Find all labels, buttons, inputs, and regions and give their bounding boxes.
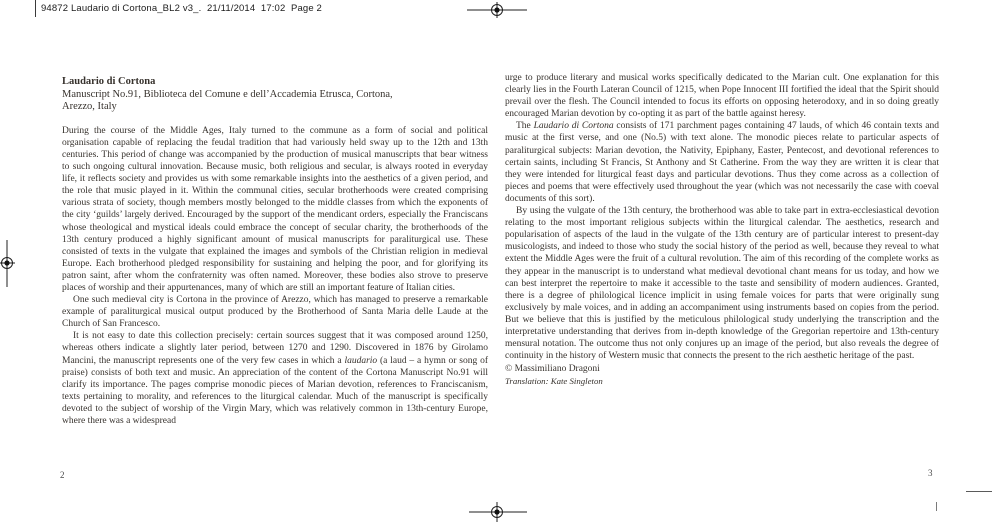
text-run: The bbox=[516, 121, 534, 132]
proof-header: 94872 Laudario di Cortona_BL2 v3_. 21/11/2014 17:02 Page 2 bbox=[41, 3, 322, 14]
trim-mark-icon bbox=[936, 502, 937, 511]
registration-mark-icon bbox=[0, 240, 16, 288]
registration-mark-icon bbox=[469, 502, 527, 524]
paragraph bbox=[505, 205, 939, 362]
text-run: One such medieval city is Cortona in the province of Arezzo, which has managed to preserve a remarkable example of paraliturgical musical output produced by the Brotherhood of Santa Maria delle Laude at the Church of San Francesco. bbox=[62, 295, 488, 330]
right-page-body bbox=[505, 72, 939, 362]
translator-credit: Translation: Kate Singleton bbox=[505, 376, 603, 387]
author-credit: © Massimiliano Dragoni bbox=[505, 364, 600, 375]
paragraph bbox=[62, 330, 488, 427]
italic-text-run: Laudario di Cortona bbox=[533, 121, 614, 132]
page-number-right: 3 bbox=[928, 468, 933, 478]
text-run: (a laud – a hymn or song of praise) consists of both text and music. An appreciation of the content of the Cortona Manuscript No.91 will clarify its importance. The pages comprise monodic pieces of Marian devotion, references to Franciscanism, texts pertaining to morality, and references to the liturgical calendar. Much of the manuscript is specifically devoted to the subject of worship of the Virgin Mary, which was relatively common in 13th-century Europe, where there was a widespread bbox=[62, 355, 488, 427]
paragraph bbox=[505, 120, 939, 205]
trim-mark-icon bbox=[35, 0, 36, 17]
paragraph bbox=[505, 72, 939, 120]
page-title: Laudario di Cortona bbox=[62, 76, 156, 87]
trim-mark-icon bbox=[966, 491, 992, 492]
text-run: It is not easy to date this collection precisely: certain sources suggest that it was composed around 1250, whereas others indicate a slightly later period, between 1270 and 1290. Discovered in 1876 by Girolamo Mancini, the manuscript represents one of the very few cases in which a bbox=[62, 331, 488, 366]
registration-mark-icon bbox=[467, 0, 527, 20]
booklet-page-right bbox=[505, 72, 939, 387]
manuscript-subtitle-line2: Arezzo, Italy bbox=[62, 101, 117, 113]
manuscript-subtitle-line1: Manuscript No.91, Biblioteca del Comune e dell’Accademia Etrusca, Cortona, bbox=[62, 88, 393, 100]
text-run: During the course of the Middle Ages, Italy turned to the commune as a form of social and political organisation capable of replacing the feudal tradition that had variously held sway up to the 12th and 13th centuries. This period of change was accompanied by the production of musical manuscripts that bear witness to such ongoing cultural innovation. Because music, both religious and secular, is always rooted in everyday life, it reflects society and provides us with some remarkable insights into the aesthetics of a given period, and the role that music played in it. Within the communal cities, secular brotherhoods were created comprising various strata of society, though members mostly belonged to the middle classes from which the exponents of the city ‘guilds’ largely derived. Encouraged by the support of the mendicant orders, especially the Franciscans whose theological and mystical ideals could embrace the concept of secular charity, the brotherhoods of the 13th century produced a highly significant amount of musical manuscripts for paraliturgical use. These consisted of texts in the vulgate that explained the images and symbols of the Christian religion in medieval Europe. Each brotherhood pledged responsibility for sustaining and helping the poor, and for glorifying its patron saint, after whom the confraternity was often named. Moreover, these bodies also strove to preserve places of worship and their appurtenances, many of which are still an important feature of Italian cities. bbox=[62, 125, 488, 293]
text-run: consists of 171 parchment pages containing 47 lauds, of which 46 contain texts and music at the first verse, and one (No.5) with text alone. The monodic pieces relate to particular aspects of paraliturgical subjects: Marian devotion, the Nativity, Epiphany, Easter, Pentecost, and devotional references to certain saints, including St Francis, St Anthony and St Catherine. From the way they are written it is clear that they were intended for liturgical feast days and particular devotions. Thus they come across as a collection of pieces and poems that were effectively used throughout the year (which was not necessarily the case with coeval documents of this sort). bbox=[505, 121, 939, 204]
page-number-left: 2 bbox=[60, 470, 65, 480]
left-page-body bbox=[62, 125, 488, 427]
italic-text-run: laudario bbox=[344, 355, 378, 366]
booklet-page-left bbox=[62, 76, 488, 427]
paragraph bbox=[62, 294, 488, 330]
text-run: urge to produce literary and musical works specifically dedicated to the Marian cult. One explanation for this clearly lies in the Fourth Lateran Council of 1215, when Pope Innocent III fortified the ideal that the Spirit should prevail over the flesh. The Council intended to focus its efforts on opposing heterodoxy, and in so doing greatly encouraged Marian devotion by co-opting it as part of the battle against heresy. bbox=[505, 73, 939, 120]
text-run: By using the vulgate of the 13th century, the brotherhood was able to take part in extra-ecclesiastical devotion relating to the most important religious subjects within the liturgical calendar. The aesthetics, research and popularisation of aspects of the laud in the vulgate of the 13th century are of particular interest to present-day musicologists, and indeed to those who study the social history of the period as well, because they reveal to what extent the Middle Ages were the fruit of a cultural revolution. The aim of this recording of the complete works as they appear in the manuscript is to understand what medieval devotional chant means for us today, and how we can best interpret the repertoire to make it accessible to the taste and sensibility of modern audiences. Granted, there is a degree of philological licence implicit in using female voices for parts that were originally sung exclusively by male voices, and in adding an accompaniment using instruments based on copies from the period. But we believe that this is justified by the meticulous philological study underlying the transcription and the interpretative understanding that derives from in-depth knowledge of the Gregorian repertoire and 13th-century mensural notation. The outcome thus not only conjures up an image of the period, but also reveals the degree of continuity in the history of Western music that connects the present to the rich aesthetic heritage of the past. bbox=[505, 206, 939, 362]
paragraph bbox=[62, 125, 488, 294]
